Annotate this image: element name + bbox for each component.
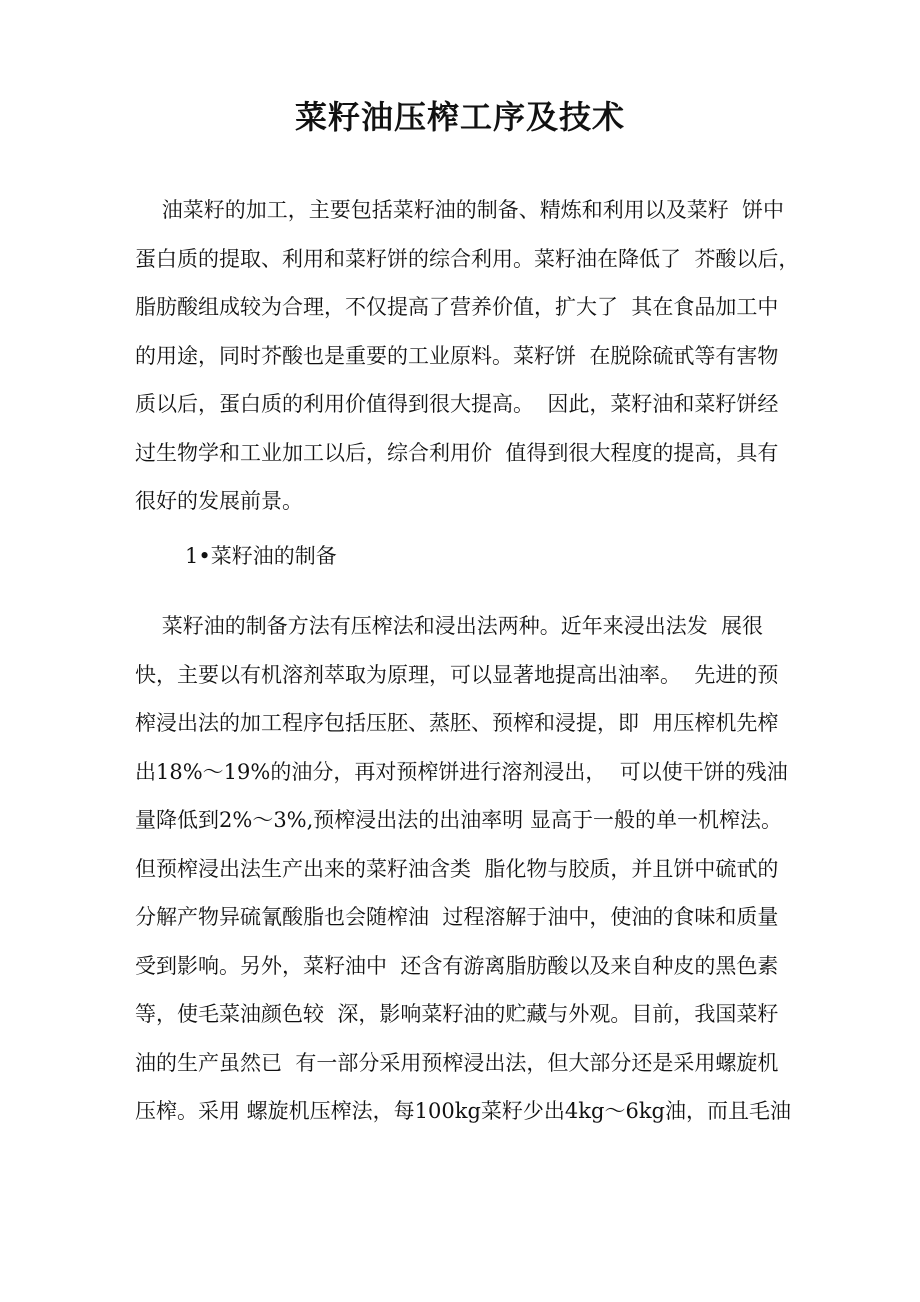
- paragraph-line: 菜籽油的制备方法有压榨法和浸出法两种。近年来浸出法发 展很: [135, 614, 764, 638]
- document-title: 菜籽油压榨工序及技术: [294, 98, 625, 136]
- paragraph-line: 但预榨浸出法生产出来的菜籽油含类 脂化物与胶质，并且饼中硫甙的: [135, 856, 779, 881]
- paragraph-line: 蛋白质的提取、利用和菜籽饼的综合利用。菜籽油在降低了 芥酸以后，: [135, 246, 800, 271]
- paragraph-line: 压榨。采用 螺旋机压榨法，每100kg菜籽少出4kg〜6kg油，而且毛油: [135, 1099, 791, 1123]
- paragraph-line: 的用途，同时芥酸也是重要的工业原料。菜籽饼 在脱除硫甙等有害物: [135, 343, 779, 368]
- paragraph-line: 分解产物异硫氰酸脂也会随榨油 过程溶解于油中，使油的食味和质量: [135, 905, 779, 929]
- intro-paragraph: [135, 186, 835, 526]
- section-paragraph: [135, 602, 835, 1136]
- paragraph-line: 质以后，蛋白质的利用价值得到很大提高。 因此，菜籽油和菜籽饼经: [135, 392, 779, 416]
- paragraph-line: 等，使毛菜油颜色较 深，影响菜籽油的贮藏与外观。目前，我国菜籽: [135, 1002, 779, 1026]
- paragraph-line: 榨浸出法的加工程序包括压胚、蒸胚、预榨和浸提，即 用压榨机先榨: [135, 711, 779, 735]
- paragraph-line: 脂肪酸组成较为合理，不仅提高了营养价值，扩大了 其在食品加工中: [135, 295, 779, 319]
- paragraph-line: 很好的发展前景。: [135, 489, 303, 513]
- paragraph-line: 量降低到2%〜3%,预榨浸出法的出油率明 显高于一般的单一机榨法。: [135, 808, 782, 832]
- paragraph-line: 受到影响。另外，菜籽油中 还含有游离脂肪酸以及来自种皮的黑色素: [135, 953, 779, 978]
- paragraph-line: 快，主要以有机溶剂萃取为原理，可以显著地提高出油率。 先进的预: [135, 662, 779, 687]
- paragraph-line: 出18%〜19%的油分，再对预榨饼进行溶剂浸出， 可以使干饼的残油: [135, 759, 788, 784]
- paragraph-line: 油菜籽的加工，主要包括菜籽油的制备、精炼和利用以及菜籽 饼中: [135, 198, 785, 222]
- section-heading: 1•菜籽油的制备: [185, 544, 337, 568]
- paragraph-line: 过生物学和工业加工以后，综合利用价 值得到很大程度的提高，具有: [135, 440, 779, 465]
- paragraph-line: 油的生产虽然已 有一部分采用预榨浸出法，但大部分还是采用螺旋机: [135, 1050, 779, 1075]
